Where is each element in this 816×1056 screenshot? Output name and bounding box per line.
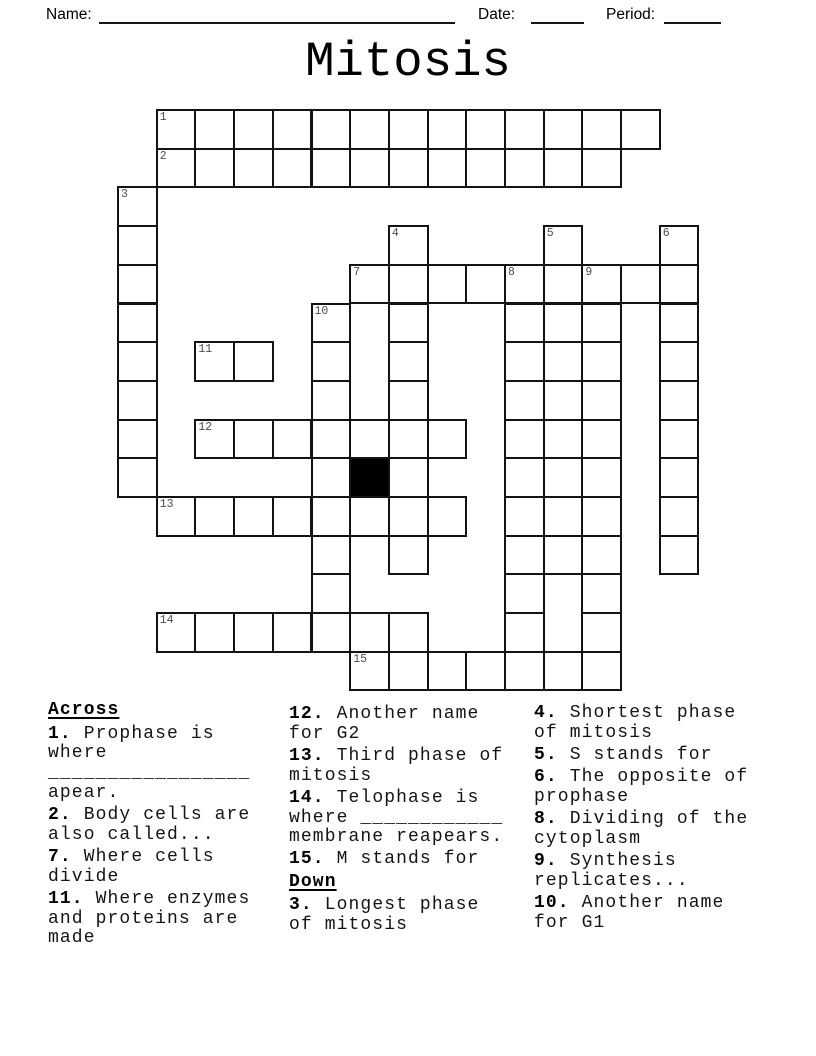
grid-cell-r1c7[interactable]	[388, 148, 429, 189]
name-label: Name:	[46, 6, 92, 23]
clue-number: 13.	[289, 745, 325, 766]
grid-cell-r6c10[interactable]	[504, 341, 545, 382]
grid-cell-r10c5[interactable]	[311, 496, 352, 537]
grid-cell-r4c8[interactable]	[427, 264, 468, 305]
grid-cell-r11c14[interactable]	[659, 535, 700, 576]
cell-number-11: 11	[198, 343, 213, 357]
grid-cell-r7c10[interactable]	[504, 380, 545, 421]
grid-cell-r11c12[interactable]	[581, 535, 622, 576]
grid-cell-r13c3[interactable]	[233, 612, 274, 653]
grid-cell-r4c9[interactable]	[465, 264, 506, 305]
cell-number-4: 4	[391, 227, 399, 241]
clue-number: 8.	[534, 809, 558, 830]
clue-2: 2. Body cells are also called...	[48, 805, 251, 845]
grid-cell-r6c0[interactable]	[117, 341, 158, 382]
clue-column-2	[289, 705, 512, 938]
clue-5: 5. S stands for	[534, 744, 713, 765]
cell-number-14: 14	[159, 614, 174, 628]
grid-cell-r5c12[interactable]	[581, 303, 622, 344]
clue-1: 1. Prophase is where _________________ apear.	[48, 723, 251, 803]
grid-cell-r9c5[interactable]	[311, 457, 352, 498]
grid-cell-r1c5[interactable]	[311, 148, 352, 189]
clue-15: 15. M stands for	[289, 849, 480, 870]
grid-cell-r7c14[interactable]	[659, 380, 700, 421]
grid-cell-r6c2[interactable]	[194, 341, 235, 382]
clue-3: 3. Longest phase of mitosis	[289, 895, 480, 936]
grid-cell-r9c11[interactable]	[543, 457, 584, 498]
clue-number: 15.	[289, 849, 325, 870]
grid-cell-r14c7[interactable]	[388, 651, 429, 692]
clue-number: 14.	[289, 787, 325, 808]
grid-cell-r11c5[interactable]	[311, 535, 352, 576]
clue-column-1	[48, 701, 271, 951]
clue-14: 14. Telophase is where ____________ membrane reapears.	[289, 787, 504, 848]
clue-number: 7.	[48, 846, 72, 867]
grid-cell-r0c5[interactable]	[311, 109, 352, 150]
grid-cell-r5c7[interactable]	[388, 303, 429, 344]
grid-cell-r14c12[interactable]	[581, 651, 622, 692]
grid-cell-r8c4[interactable]	[272, 419, 313, 460]
clue-number: 4.	[534, 703, 558, 723]
cell-number-3: 3	[121, 188, 128, 202]
grid-cell-r8c2[interactable]	[194, 419, 235, 460]
grid-cell-r0c9[interactable]	[465, 109, 506, 150]
grid-cell-r4c6[interactable]	[349, 264, 390, 305]
period-label: Period:	[606, 6, 656, 23]
grid-cell-r6c12[interactable]	[581, 341, 622, 382]
date-label: Date:	[478, 6, 516, 23]
grid-cell-r5c11[interactable]	[543, 303, 584, 344]
grid-cell-r10c11[interactable]	[543, 496, 584, 537]
grid-cell-r12c10[interactable]	[504, 573, 545, 614]
clue-4: 4. Shortest phase of mitosis	[534, 703, 737, 743]
cell-number-15: 15	[353, 652, 367, 666]
grid-cell-r13c10[interactable]	[504, 612, 545, 653]
grid-cell-r0c12[interactable]	[581, 109, 622, 150]
grid-cell-r8c11[interactable]	[543, 419, 584, 460]
across-heading: Across	[48, 700, 120, 720]
grid-cell-r1c11[interactable]	[543, 148, 584, 189]
grid-cell-r6c14[interactable]	[659, 341, 700, 382]
grid-cell-r1c2[interactable]	[194, 148, 235, 189]
down-heading: Down	[289, 871, 337, 892]
grid-cell-r0c8[interactable]	[427, 109, 468, 150]
grid-cell-r13c2[interactable]	[194, 612, 235, 653]
cell-number-2: 2	[159, 149, 167, 163]
grid-cell-r13c5[interactable]	[311, 612, 352, 653]
grid-cell-r11c7[interactable]	[388, 535, 429, 576]
grid-cell-r1c1[interactable]	[156, 148, 197, 189]
grid-cell-r0c10[interactable]	[504, 109, 545, 150]
grid-cell-r4c0[interactable]	[117, 264, 158, 305]
clue-7: 7. Where cells divide	[48, 846, 215, 887]
grid-cell-r10c12[interactable]	[581, 496, 622, 537]
cell-number-13: 13	[159, 498, 174, 511]
grid-cell-r1c10[interactable]	[504, 148, 545, 189]
clue-column-3	[534, 704, 757, 936]
grid-cell-r12c12[interactable]	[581, 573, 622, 614]
blocked-cell	[349, 457, 390, 498]
grid-cell-r8c7[interactable]	[388, 419, 429, 460]
grid-cell-r7c7[interactable]	[388, 380, 429, 421]
grid-cell-r12c5[interactable]	[311, 573, 352, 614]
cell-number-1: 1	[159, 111, 167, 124]
grid-cell-r0c1[interactable]	[156, 109, 197, 150]
grid-cell-r1c3[interactable]	[233, 148, 274, 189]
grid-cell-r6c7[interactable]	[388, 341, 429, 382]
grid-cell-r14c9[interactable]	[465, 651, 506, 692]
clue-11: 11. Where enzymes and proteins are made	[48, 888, 251, 949]
grid-cell-r1c12[interactable]	[581, 148, 622, 189]
grid-cell-r4c11[interactable]	[543, 264, 584, 305]
grid-cell-r14c8[interactable]	[427, 651, 468, 692]
grid-cell-r10c7[interactable]	[388, 496, 429, 537]
grid-cell-r7c12[interactable]	[581, 380, 622, 421]
cell-number-10: 10	[314, 304, 329, 318]
grid-cell-r0c4[interactable]	[272, 109, 313, 150]
grid-cell-r4c12[interactable]	[581, 264, 622, 305]
grid-cell-r8c6[interactable]	[349, 419, 390, 460]
clue-6: 6. The opposite of prophase	[534, 767, 749, 807]
cell-number-9: 9	[585, 265, 593, 279]
grid-cell-r0c6[interactable]	[349, 109, 390, 150]
grid-cell-r10c8[interactable]	[427, 496, 468, 537]
grid-cell-r5c14[interactable]	[659, 303, 700, 344]
clue-number: 3.	[289, 895, 313, 916]
worksheet-title: Mitosis	[305, 34, 511, 90]
grid-cell-r6c3[interactable]	[233, 341, 274, 382]
grid-cell-r1c4[interactable]	[272, 148, 313, 189]
clue-13: 13. Third phase of mitosis	[289, 745, 504, 786]
grid-cell-r9c10[interactable]	[504, 457, 545, 498]
grid-cell-r13c1[interactable]	[156, 612, 197, 653]
clue-number: 9.	[534, 850, 558, 871]
cell-number-5: 5	[546, 227, 554, 241]
grid-cell-r10c6[interactable]	[349, 496, 390, 537]
grid-cell-r13c12[interactable]	[581, 612, 622, 653]
clue-10: 10. Another name for G1	[534, 892, 725, 933]
grid-cell-r4c7[interactable]	[388, 264, 429, 305]
clue-9: 9. Synthesis replicates...	[534, 850, 689, 891]
grid-cell-r8c8[interactable]	[427, 419, 468, 460]
grid-cell-r8c12[interactable]	[581, 419, 622, 460]
cell-number-6: 6	[662, 227, 670, 241]
grid-cell-r1c8[interactable]	[427, 148, 468, 189]
clue-12: 12. Another name for G2	[289, 704, 480, 744]
grid-cell-r4c14[interactable]	[659, 264, 700, 305]
grid-cell-r7c11[interactable]	[543, 380, 584, 421]
grid-cell-r7c0[interactable]	[117, 380, 158, 421]
grid-cell-r9c12[interactable]	[581, 457, 622, 498]
grid-cell-r11c10[interactable]	[504, 535, 545, 576]
grid-cell-r13c7[interactable]	[388, 612, 429, 653]
clue-number: 12.	[289, 704, 325, 724]
grid-cell-r10c10[interactable]	[504, 496, 545, 537]
grid-cell-r3c11[interactable]	[543, 225, 584, 266]
grid-cell-r6c11[interactable]	[543, 341, 584, 382]
grid-cell-r1c6[interactable]	[349, 148, 390, 189]
grid-cell-r1c9[interactable]	[465, 148, 506, 189]
grid-cell-r0c11[interactable]	[543, 109, 584, 150]
cell-number-12: 12	[198, 420, 213, 434]
grid-cell-r5c5[interactable]	[311, 303, 352, 344]
grid-cell-r7c5[interactable]	[311, 380, 352, 421]
grid-cell-r8c3[interactable]	[233, 419, 274, 460]
grid-cell-r4c13[interactable]	[620, 264, 661, 305]
grid-cell-r8c5[interactable]	[311, 419, 352, 460]
clue-number: 6.	[534, 767, 558, 788]
grid-cell-r10c1[interactable]	[156, 496, 197, 537]
clue-number: 1.	[48, 723, 72, 744]
grid-cell-r10c3[interactable]	[233, 496, 274, 537]
grid-cell-r10c14[interactable]	[659, 496, 700, 537]
grid-cell-r8c10[interactable]	[504, 419, 545, 460]
grid-cell-r5c0[interactable]	[117, 303, 158, 344]
grid-cell-r6c5[interactable]	[311, 341, 352, 382]
clue-number: 11.	[48, 888, 84, 909]
grid-cell-r10c2[interactable]	[194, 496, 235, 537]
grid-cell-r10c4[interactable]	[272, 496, 313, 537]
grid-cell-r9c7[interactable]	[388, 457, 429, 498]
grid-cell-r0c13[interactable]	[620, 109, 661, 150]
grid-cell-r0c7[interactable]	[388, 109, 429, 150]
grid-cell-r9c0[interactable]	[117, 457, 158, 498]
grid-cell-r3c14[interactable]	[659, 225, 700, 266]
grid-cell-r9c14[interactable]	[659, 457, 700, 498]
grid-cell-r3c0[interactable]	[117, 225, 158, 266]
clue-number: 2.	[48, 805, 72, 826]
grid-cell-r3c7[interactable]	[388, 225, 429, 266]
grid-cell-r14c6[interactable]	[349, 651, 390, 692]
grid-cell-r14c11[interactable]	[543, 651, 584, 692]
grid-cell-r2c0[interactable]	[117, 186, 158, 227]
grid-cell-r4c10[interactable]	[504, 264, 545, 305]
grid-cell-r13c4[interactable]	[272, 612, 313, 653]
grid-cell-r0c2[interactable]	[194, 109, 235, 150]
cell-number-8: 8	[508, 265, 515, 279]
cell-number-7: 7	[353, 265, 361, 279]
grid-cell-r13c6[interactable]	[349, 612, 390, 653]
clue-number: 10.	[534, 892, 570, 913]
grid-cell-r14c10[interactable]	[504, 651, 545, 692]
grid-cell-r5c10[interactable]	[504, 303, 545, 344]
grid-cell-r11c11[interactable]	[543, 535, 584, 576]
grid-cell-r8c14[interactable]	[659, 419, 700, 460]
grid-cell-r0c3[interactable]	[233, 109, 274, 150]
clue-number: 5.	[534, 744, 558, 765]
clue-8: 8. Dividing of the cytoplasm	[534, 809, 749, 849]
grid-cell-r8c0[interactable]	[117, 419, 158, 460]
